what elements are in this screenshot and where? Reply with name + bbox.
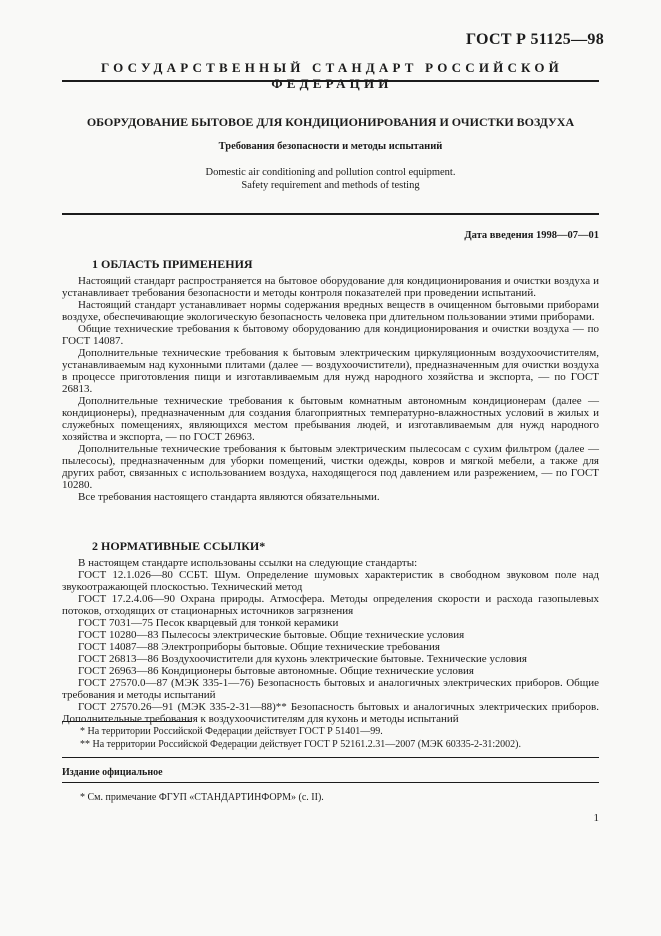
- standard-subtitle: Требования безопасности и методы испытаний: [218, 141, 443, 152]
- header-rule: [62, 80, 599, 82]
- official-edition-label: Издание официальное: [62, 767, 163, 778]
- footnote-1: * На территории Российской Федерации действует ГОСТ Р 51401—99.: [80, 726, 383, 737]
- paragraph: Все требования настоящего стандарта являются обязательными.: [78, 491, 380, 503]
- references-intro: В настоящем стандарте использованы ссылки на следующие стандарты:: [78, 557, 418, 569]
- reference-item: ГОСТ 26813—86 Воздухоочистители для кухонь электрические бытовые. Технические условия: [78, 653, 527, 665]
- reference-item: ГОСТ 12.1.026—80 ССБТ. Шум. Определение шумовых характеристик в свободном звуковом поле над звукоотражающей плоскостью. Технический метод: [62, 569, 599, 593]
- page-number: 1: [593, 812, 599, 824]
- english-title-line2: Safety requirement and methods of testing: [241, 179, 420, 191]
- state-standard-banner: ГОСУДАРСТВЕННЫЙ СТАНДАРТ РОССИЙСКОЙ ФЕДЕРАЦИИ: [101, 60, 563, 91]
- reference-item: ГОСТ 27570.0—87 (МЭК 335-1—76) Безопасность бытовых и аналогичных электрических приборов. Общие требования и методы испытаний: [62, 677, 599, 701]
- paragraph: Общие технические требования к бытовому оборудованию для кондиционирования и очистки воздуха — по ГОСТ 14087.: [62, 323, 599, 347]
- reference-item: ГОСТ 17.2.4.06—90 Охрана природы. Атмосфера. Методы определения скорости и расхода газопылевых потоков, отходящих от стационарных источников загрязнения: [62, 593, 599, 617]
- section-2-heading: 2 НОРМАТИВНЫЕ ССЫЛКИ*: [92, 539, 266, 553]
- reference-item: ГОСТ 14087—88 Электроприборы бытовые. Общие технические требования: [78, 641, 440, 653]
- publisher-note: * См. примечание ФГУП «СТАНДАРТИНФОРМ» (с. II).: [80, 792, 324, 803]
- english-title-line1: Domestic air conditioning and pollution control equipment.: [205, 167, 456, 178]
- section-1-heading: 1 ОБЛАСТЬ ПРИМЕНЕНИЯ: [92, 257, 253, 271]
- note-rule: [62, 782, 599, 783]
- section-1: [62, 258, 599, 503]
- footnote-rule: [62, 721, 192, 722]
- footnote-2: ** На территории Российской Федерации действует ГОСТ Р 52161.2.31—2007 (МЭК 60335-2-31:2002).: [80, 739, 521, 750]
- reference-item: ГОСТ 7031—75 Песок кварцевый для тонкой керамики: [78, 617, 339, 629]
- section-2: [62, 540, 599, 725]
- reference-item: ГОСТ 27570.26—91 (МЭК 335-2-31—88)** Безопасность бытовых и аналогичных электрических приборов. Дополнительные требования к воздухоочистителям для кухонь и методы испытаний: [62, 701, 599, 725]
- standard-title: ОБОРУДОВАНИЕ БЫТОВОЕ ДЛЯ КОНДИЦИОНИРОВАНИЯ И ОЧИСТКИ ВОЗДУХА: [86, 115, 575, 129]
- reference-item: ГОСТ 10280—83 Пылесосы электрические бытовые. Общие технические условия: [78, 629, 465, 641]
- title-rule: [62, 213, 599, 215]
- paragraph: Дополнительные технические требования к бытовым электрическим циркуляционным воздухоочистителям, устанавливаемым над кухонными плитами (далее — воздухоочистители), предназначенным для очистки воздуха в процессе приготовления пищи и изготавливаемым для нужд народного хозяйства и экспорта, — по ГОСТ 26813.: [62, 347, 599, 395]
- document-number: ГОСТ Р 51125—98: [465, 31, 604, 48]
- introduction-date: Дата введения 1998—07—01: [464, 230, 599, 241]
- paragraph: Настоящий стандарт устанавливает нормы содержания вредных веществ в очищенном бытовыми приборами воздухе, обеспечивающие экологическую безопасность человека при длительном пользовании этими приборами.: [62, 299, 599, 323]
- paragraph: Настоящий стандарт распространяется на бытовое оборудование для кондиционирования и очистки воздуха и устанавливает требования безопасности и методы контроля показателей при проведении испытаний.: [62, 275, 599, 299]
- english-title: [62, 167, 599, 192]
- paragraph: Дополнительные технические требования к бытовым электрическим пылесосам с сухим фильтром (далее — пылесосы), предназначенным для уборки помещений, чистки одежды, ковров и мягкой мебели, а также для других работ, связанных с использованием воздуха, находящегося под давлением или разрежением, — по ГОСТ 10280.: [62, 443, 599, 491]
- paragraph: Дополнительные технические требования к бытовым комнатным автономным кондиционерам (далее — кондиционеры), предназначенным для создания благоприятных температурно-влажностных условий в жилых и служебных помещениях, являющихся местом пребывания людей, и изготавливаемым для нужд народного хозяйства и экспорта, — по ГОСТ 26963.: [62, 395, 599, 443]
- publication-rule: [62, 757, 599, 758]
- reference-item: ГОСТ 26963—86 Кондиционеры бытовые автономные. Общие технические условия: [78, 665, 474, 677]
